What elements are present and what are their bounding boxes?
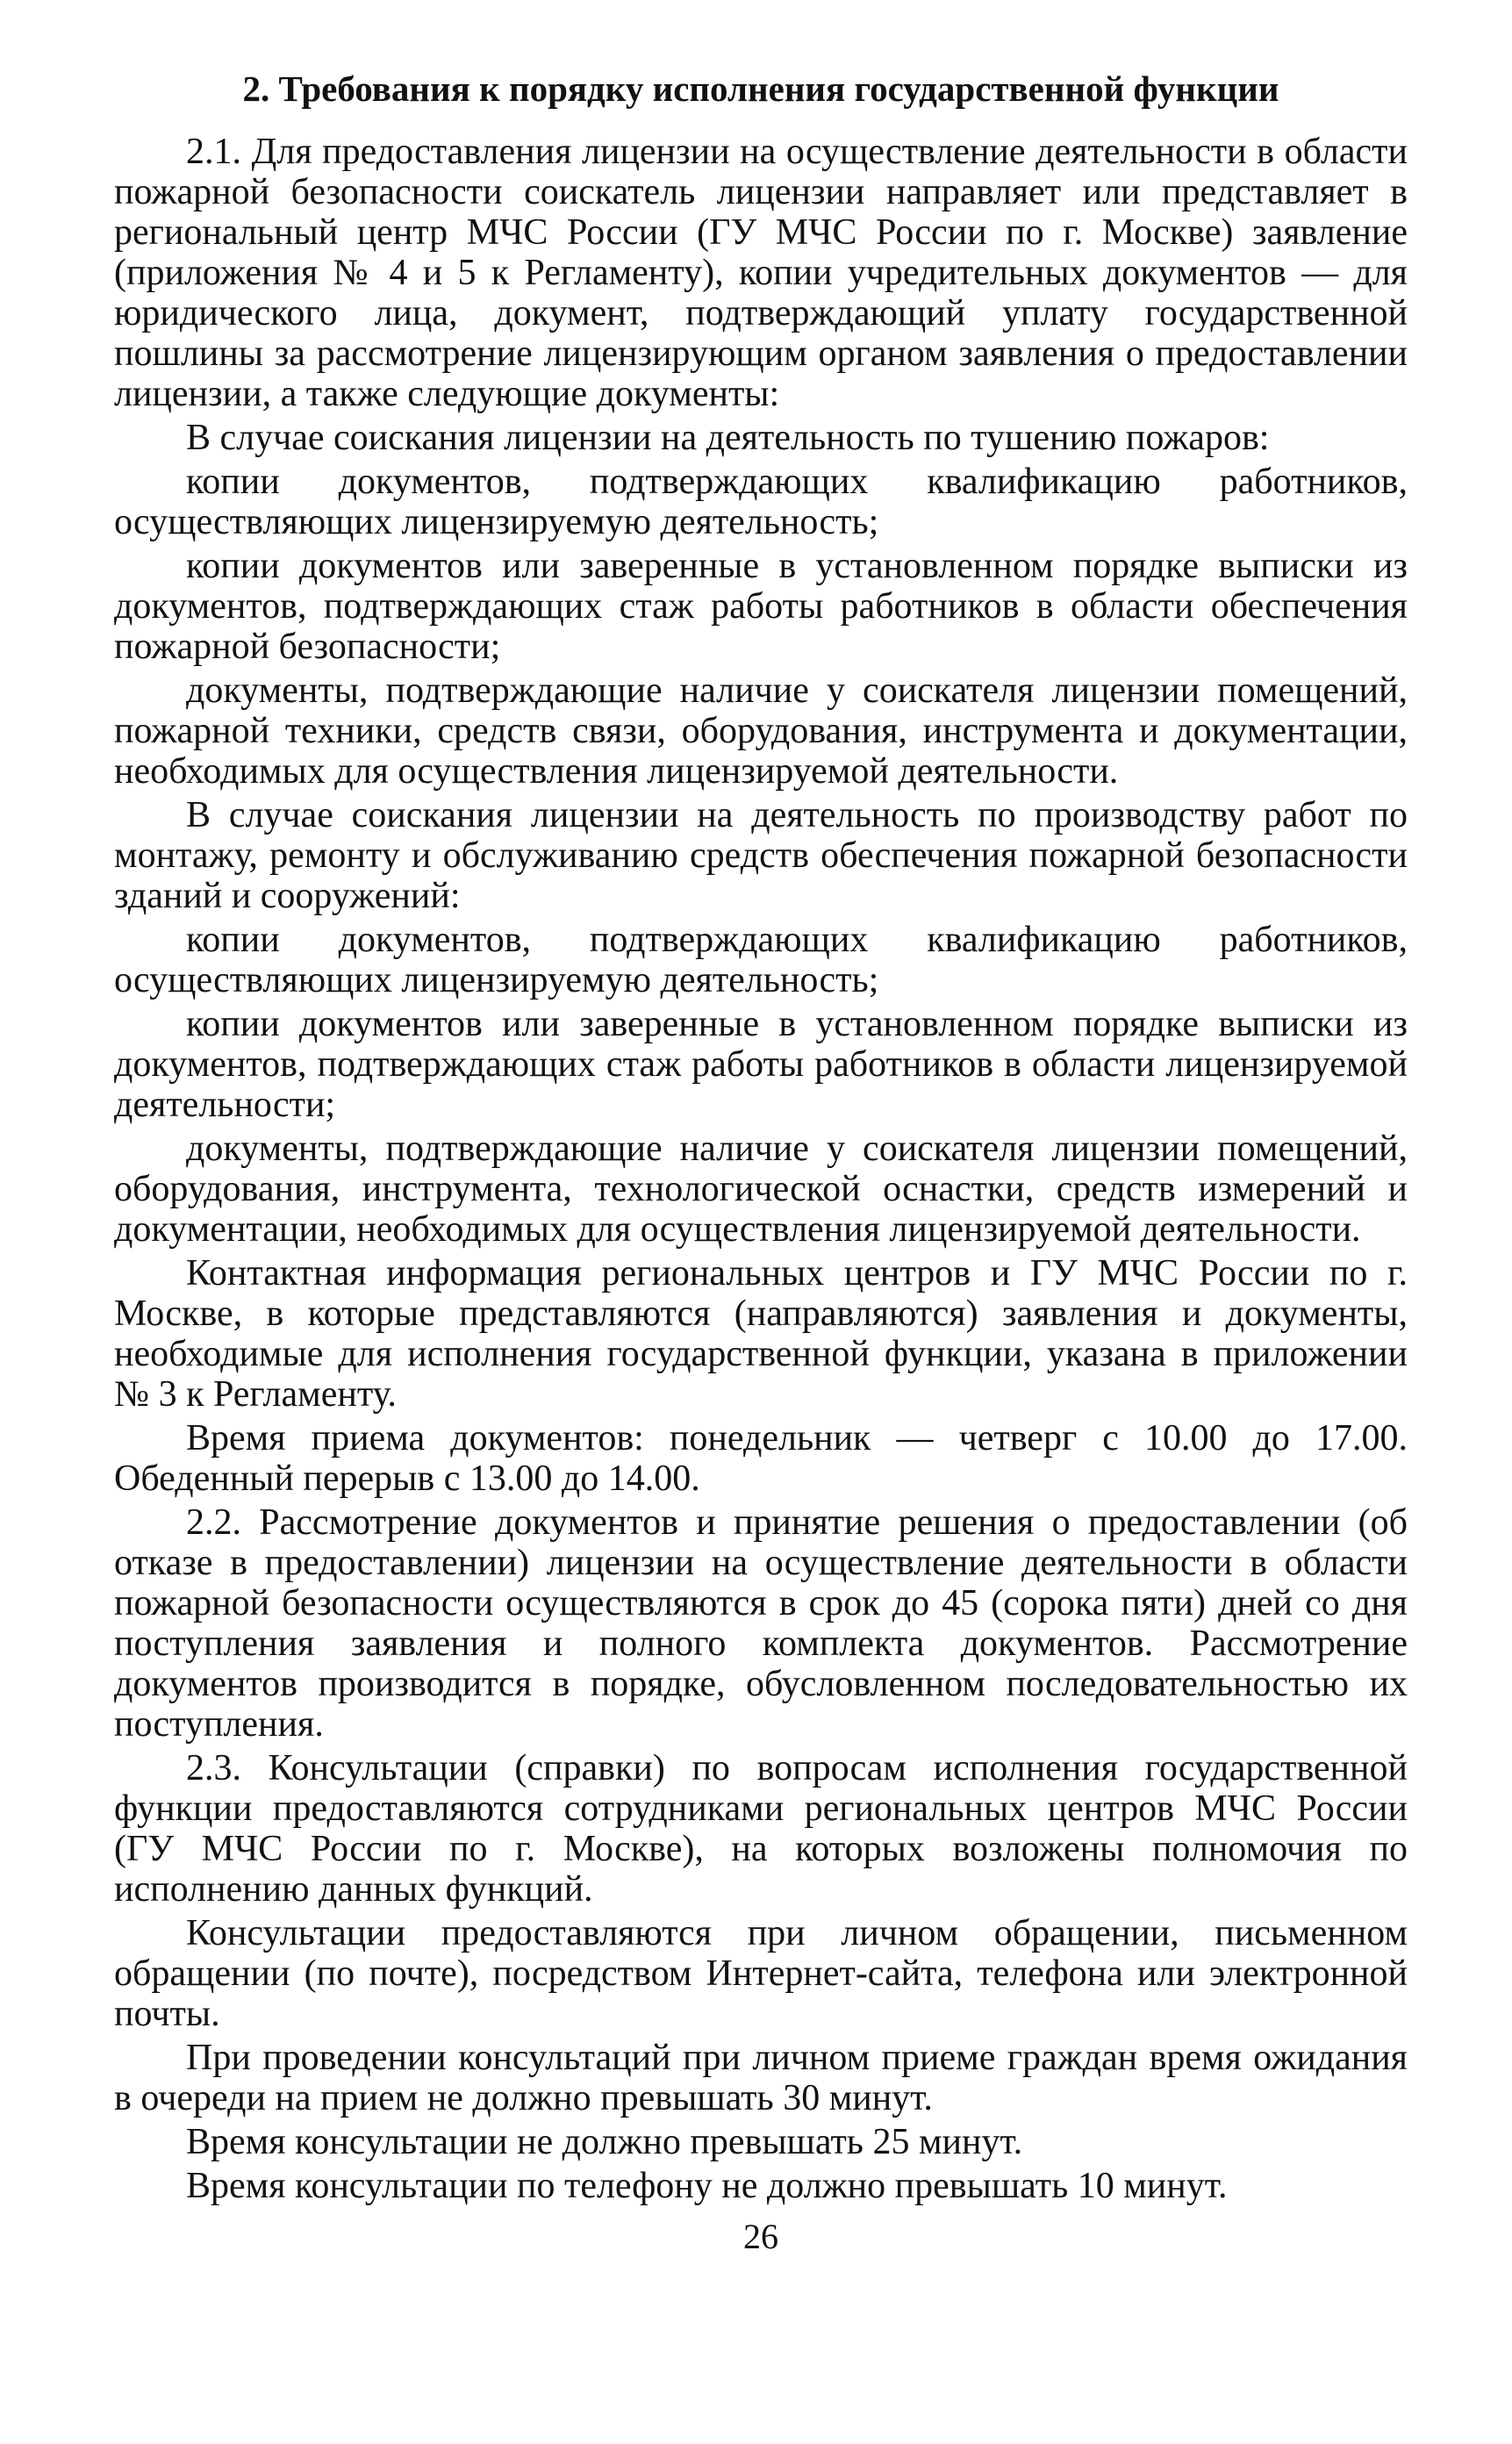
- paragraph-qualification-copies: копии документов, подтверждающих квалификацию работников, осуществляющих лицензируемую деятельность;: [114, 462, 1408, 542]
- section-title: 2. Требования к порядку исполнения государственной функции: [242, 68, 1279, 109]
- paragraph-2-1: 2.1. Для предоставления лицензии на осуществление деятельности в области пожарной безопасности соискатель лицензии направляет или представляет в региональный центр МЧС России (ГУ МЧС России по г. Москве) заявление (приложения № 4 и 5 к Регламенту), копии учредительных документов — для юридического лица, документ, подтверждающий уплату государственной пошлины за рассмотрение лицензирующим органом заявления о предоставлении лицензии, а также следующие документы:: [114, 132, 1408, 414]
- paragraph-firefighting-case: В случае соискания лицензии на деятельность по тушению пожаров:: [186, 418, 1270, 458]
- paragraph-reception-hours: Время приема документов: понедельник — четверг с 10.00 до 17.00. Обеденный перерыв с 13.00 до 14.00.: [114, 1418, 1408, 1499]
- paragraph-equipment-documents: документы, подтверждающие наличие у соискателя лицензии помещений, пожарной техники, средств связи, оборудования, инструмента и документации, необходимых для осуществления лицензируемой деятельности.: [114, 670, 1408, 792]
- paragraph-installation-case: В случае соискания лицензии на деятельность по производству работ по монтажу, ремонту и обслуживанию средств обеспечения пожарной безопасности зданий и сооружений:: [114, 795, 1408, 916]
- paragraph-consultation-duration: Время консультации не должно превышать 25 минут.: [186, 2122, 1023, 2162]
- paragraph-phone-consultation-duration: Время консультации по телефону не должно превышать 10 минут.: [186, 2166, 1228, 2206]
- paragraph-experience-extracts-2: копии документов или заверенные в установленном порядке выписки из документов, подтверждающих стаж работы работников в области лицензируемой деятельности;: [114, 1004, 1408, 1125]
- paragraph-2-3: 2.3. Консультации (справки) по вопросам исполнения государственной функции предоставляются сотрудниками региональных центров МЧС России (ГУ МЧС России по г. Москве), на которых возложены полномочия по исполнению данных функций.: [114, 1748, 1408, 1910]
- paragraph-waiting-time: При проведении консультаций при личном приеме граждан время ожидания в очереди на прием не должно превышать 30 минут.: [114, 2038, 1408, 2118]
- paragraph-experience-extracts: копии документов или заверенные в установленном порядке выписки из документов, подтверждающих стаж работы работников в области обеспечения пожарной безопасности;: [114, 546, 1408, 667]
- paragraph-contact-information: Контактная информация региональных центров и ГУ МЧС России по г. Москве, в которые представляются (направляются) заявления и документы, необходимые для исполнения государственной функции, указана в приложении № 3 к Регламенту.: [114, 1253, 1408, 1415]
- paragraph-qualification-copies-2: копии документов, подтверждающих квалификацию работников, осуществляющих лицензируемую деятельность;: [114, 920, 1408, 1000]
- document-page: [114, 68, 1408, 2257]
- paragraph-consultation-channels: Консультации предоставляются при личном обращении, письменном обращении (по почте), посредством Интернет-сайта, телефона или электронной почты.: [114, 1913, 1408, 2034]
- paragraph-equipment-documents-2: документы, подтверждающие наличие у соискателя лицензии помещений, оборудования, инструмента, технологической оснастки, средств измерений и документации, необходимых для осуществления лицензируемой деятельности.: [114, 1129, 1408, 1250]
- paragraph-2-2: 2.2. Рассмотрение документов и принятие решения о предоставлении (об отказе в предоставлении) лицензии на осуществление деятельности в области пожарной безопасности осуществляются в срок до 45 (сорока пяти) дней со дня поступления заявления и полного комплекта документов. Рассмотрение документов производится в порядке, обусловленном последовательностью их поступления.: [114, 1502, 1408, 1745]
- page-number: 26: [743, 2217, 778, 2256]
